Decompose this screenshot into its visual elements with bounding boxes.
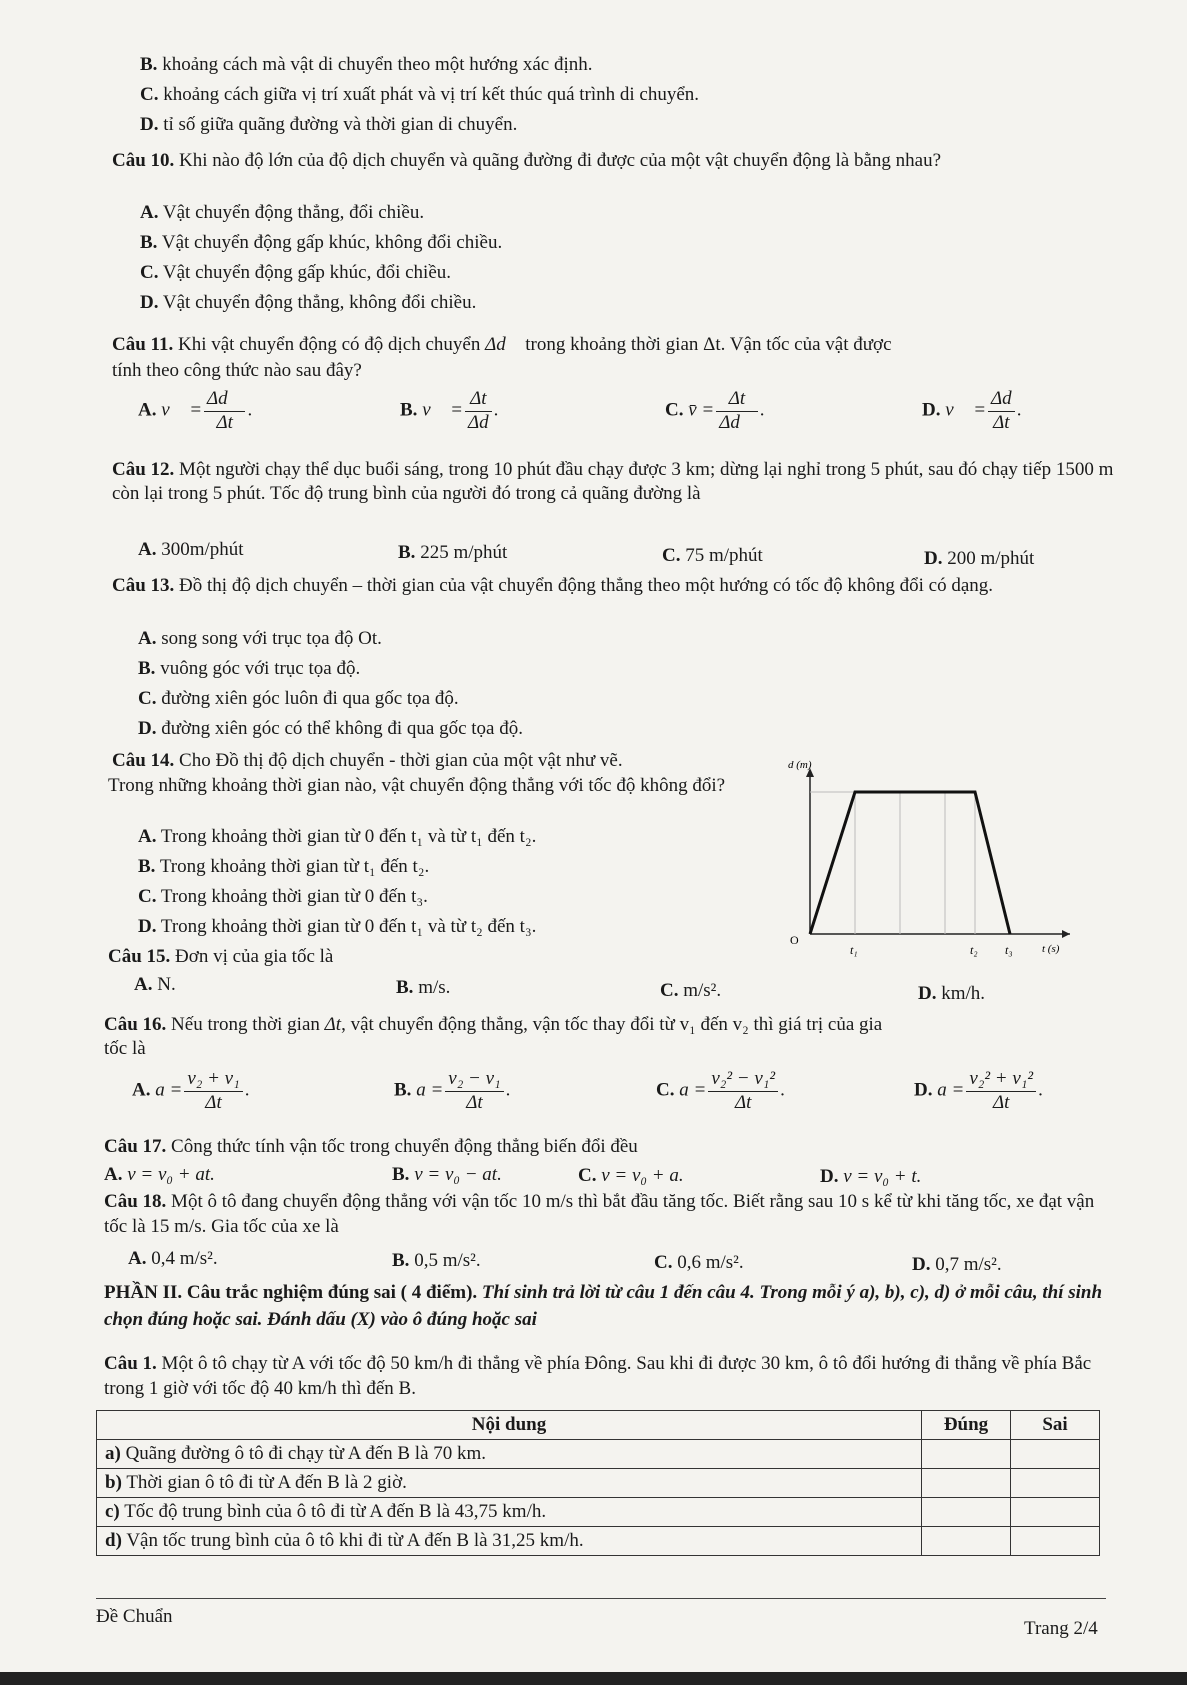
q12-option-a — [138, 537, 244, 563]
table-row — [97, 1469, 1100, 1498]
fraction-numerator: Δt — [716, 388, 757, 412]
option-text: 0,5 m/s². — [414, 1250, 481, 1271]
option-text: Vật chuyển động thẳng, đổi chiều. — [162, 202, 425, 223]
table-row — [97, 1527, 1100, 1556]
q18-option-b — [392, 1248, 481, 1274]
statement-cell — [97, 1498, 922, 1527]
option-text: 75 m/phút — [685, 545, 763, 566]
tick-label-t2: t₂ — [970, 943, 978, 957]
statement-tag: d) — [105, 1530, 122, 1552]
fraction-denominator: Δt — [993, 411, 1010, 433]
tick-label-t1: t₁ — [850, 943, 858, 957]
q10-option-c — [140, 260, 451, 286]
displacement-time-graph — [780, 748, 1080, 966]
statement-tag: b) — [105, 1472, 122, 1494]
origin-label: O — [790, 933, 799, 947]
false-checkbox-cell[interactable] — [1011, 1469, 1100, 1498]
statement-cell — [97, 1440, 922, 1469]
option-text: v = v₀ + a. — [601, 1165, 684, 1186]
q18-option-a — [128, 1246, 218, 1272]
question-text: Một ô tô chạy từ A với tốc độ 50 km/h đi thẳng về phía Đông. Sau khi đi được 30 km, ô tô đổi hướng đi thẳng về phía Bắc trong 1 giờ với tốc độ 40 km/h thì đến B. — [104, 1353, 1092, 1399]
option-text: 0,7 m/s². — [935, 1254, 1002, 1275]
statement-text: Quãng đường ô tô đi chạy từ A đến B là 70 km. — [125, 1443, 487, 1465]
q15-stem — [108, 944, 333, 970]
option-text: v = v₀ + at. — [127, 1164, 215, 1185]
question-number: Câu 18. — [104, 1191, 167, 1212]
statement-cell — [97, 1527, 922, 1556]
option-text: v = v₀ − at. — [414, 1164, 502, 1185]
question-number: Câu 15. — [108, 946, 171, 967]
q17-option-c — [578, 1163, 684, 1189]
formula-fraction — [184, 1068, 242, 1115]
fraction-denominator: Δd⃗ — [719, 411, 755, 433]
formula-lhs: a = — [416, 1079, 444, 1101]
option-letter: D. — [922, 399, 941, 421]
q12-stem — [112, 458, 1122, 506]
option-letter: D. — [140, 114, 159, 135]
q17-option-b — [392, 1162, 502, 1188]
option-text: Trong khoảng thời gian từ 0 đến t₁ và từ t₂ đến t₃. — [160, 916, 537, 937]
option-letter: A. — [134, 974, 153, 995]
option-letter: B. — [392, 1164, 410, 1185]
q12-option-d — [924, 546, 1034, 572]
q14-option-d — [138, 914, 536, 940]
footer-divider — [96, 1598, 1106, 1599]
d-axis-label: d (m) — [788, 759, 812, 771]
question-text: Một người chạy thể dục buổi sáng, trong 10 phút đầu chạy được 3 km; dừng lại nghỉ trong 5 phút, sau đó chạy tiếp 1500 m còn lại trong 5 phút. Tốc độ trung bình của người đó trong cả quãng đường là — [112, 459, 1114, 504]
option-letter: A. — [104, 1164, 123, 1185]
q17-option-a — [104, 1162, 215, 1188]
fraction-denominator: Δt — [216, 411, 233, 433]
fraction-numerator: v₂² + v₁² — [966, 1068, 1036, 1092]
question-text: tính theo công thức nào sau đây? — [112, 360, 362, 381]
option-text: Trong khoảng thời gian từ t₁ đến t₂. — [159, 856, 430, 877]
false-checkbox-cell[interactable] — [1011, 1498, 1100, 1527]
option-letter: C. — [140, 262, 159, 283]
option-text: 0,4 m/s². — [151, 1248, 218, 1269]
fraction-denominator: Δt — [734, 1091, 752, 1113]
option-letter: D. — [924, 548, 943, 569]
q16-option-d: D. a = $\frac{\text{v₂² + v₁²}}{\Delta t}$ . — [914, 1068, 1043, 1113]
table-row — [97, 1440, 1100, 1469]
formula-fraction — [445, 1068, 503, 1115]
formula-lhs: a = — [937, 1079, 965, 1101]
question-number: Câu 16. — [104, 1014, 167, 1035]
q9-option-b — [140, 52, 593, 78]
question-number: Câu 1. — [104, 1353, 157, 1374]
q13-option-a — [138, 626, 382, 652]
q15-option-b — [396, 975, 450, 1001]
q10-option-b — [140, 230, 502, 256]
option-letter: D. — [914, 1079, 933, 1101]
fraction-denominator: Δd — [467, 411, 489, 433]
q11-option-c: C. v̄ = $\frac{\Delta t}{\Delta d⃗}$ . — [665, 388, 765, 433]
option-text: Vật chuyển động thẳng, không đổi chiều. — [162, 292, 477, 313]
formula-fraction — [716, 388, 757, 435]
part2-header — [104, 1280, 1114, 1333]
option-letter: C. — [662, 545, 681, 566]
option-letter: C. — [138, 886, 157, 907]
formula-fraction — [204, 388, 245, 435]
option-text: m/s². — [683, 980, 722, 1001]
time-interval-symbol: Δt — [324, 1014, 342, 1035]
q15-option-d — [918, 981, 985, 1007]
question-text: tốc là — [104, 1038, 146, 1059]
statement-tag: c) — [105, 1501, 120, 1523]
page-number: Trang 2/4 — [1024, 1618, 1098, 1639]
false-checkbox-cell[interactable] — [1011, 1440, 1100, 1469]
option-letter: D. — [140, 292, 159, 313]
q18-option-d — [912, 1252, 1002, 1278]
option-letter: B. — [138, 856, 156, 877]
false-checkbox-cell[interactable] — [1011, 1527, 1100, 1556]
q16-option-a: A. a = $\frac{\text{v₂ + v₁}}{\Delta t}$ . — [132, 1068, 250, 1113]
q14-option-a — [138, 824, 536, 850]
question-text: Đồ thị độ dịch chuyển – thời gian của vật chuyển động thẳng theo một hướng có tốc độ không đổi có dạng. — [179, 575, 994, 596]
option-letter: D. — [820, 1166, 839, 1187]
q16-stem — [104, 1012, 882, 1038]
formula-lhs: a = — [679, 1079, 707, 1101]
question-number: Câu 11. — [112, 334, 174, 355]
fraction-numerator: Δt — [465, 388, 492, 412]
column-header-true: Đúng — [922, 1411, 1011, 1440]
question-text: Trong những khoảng thời gian nào, vật chuyển động thẳng với tốc độ không đổi? — [108, 775, 726, 796]
t-axis-label: t (s) — [1042, 943, 1060, 955]
displacement-symbol: Δd⃗ — [485, 334, 521, 355]
option-letter: B. — [140, 232, 158, 253]
formula-lhs: a = — [155, 1079, 183, 1101]
q10-option-d — [140, 290, 476, 316]
question-text: , vật chuyển động thẳng, vận tốc thay đổi từ v₁ đến v₂ thì giá trị của gia — [341, 1014, 883, 1035]
option-text: Vật chuyển động gấp khúc, đổi chiều. — [162, 262, 451, 283]
option-text: Trong khoảng thời gian từ 0 đến t₃. — [160, 886, 428, 907]
q17-option-d — [820, 1164, 921, 1190]
q13-stem — [112, 574, 1122, 598]
option-letter: C. — [665, 399, 684, 421]
question-text: Khi nào độ lớn của độ dịch chuyển và quãng đường đi được của một vật chuyển động là bằng nhau? — [179, 150, 942, 171]
option-letter: B. — [396, 977, 414, 998]
option-text: N. — [157, 974, 176, 995]
q16-option-c: C. a = $\frac{\text{v₂² − v₁²}}{\Delta t}$ . — [656, 1068, 785, 1113]
option-letter: B. — [394, 1079, 412, 1101]
fraction-numerator: v₂ − v₁ — [445, 1068, 503, 1092]
option-letter: C. — [138, 688, 157, 709]
option-text: Trong khoảng thời gian từ 0 đến t₁ và từ t₁ đến t₂. — [160, 826, 537, 847]
option-text: Vật chuyển động gấp khúc, không đổi chiều. — [161, 232, 503, 253]
option-letter: B. — [138, 658, 156, 679]
question-text: Một ô tô đang chuyển động thẳng với vận tốc 10 m/s thì bắt đầu tăng tốc. Biết rằng sau 10 s kể từ khi tăng tốc, xe đạt vận tốc là 15 m/s. Gia tốc của xe là — [104, 1191, 1095, 1237]
statement-cell — [97, 1469, 922, 1498]
fraction-numerator: v₂ + v₁ — [184, 1068, 242, 1092]
option-text: đường xiên góc có thể không đi qua gốc tọa độ. — [161, 718, 523, 739]
q14-option-c — [138, 884, 428, 910]
question-text: Nếu trong thời gian — [171, 1014, 320, 1035]
q11-stem-line2 — [112, 358, 362, 384]
fraction-denominator: Δt — [466, 1091, 483, 1113]
formula-lhs: v̄ = — [688, 399, 715, 421]
section-instruction: Thí sinh trả lời từ câu 1 đến câu 4. Trong mỗi ý a), b), c), d) ở mỗi câu, thí sinh chọn đúng hoặc sai. Đánh dấu (X) vào ô đúng hoặc sai — [104, 1282, 1103, 1330]
q13-option-c — [138, 686, 459, 712]
option-letter: A. — [138, 628, 157, 649]
option-text: song song với trục tọa độ Ot. — [161, 628, 382, 649]
statement-text: Vận tốc trung bình của ô tô khi đi từ A đến B là 31,25 km/h. — [126, 1530, 584, 1552]
true-false-table — [96, 1410, 1100, 1556]
fraction-denominator: Δt — [205, 1091, 222, 1113]
option-letter: B. — [140, 54, 158, 75]
option-letter: D. — [912, 1254, 931, 1275]
formula-fraction — [966, 1068, 1036, 1115]
option-letter: C. — [660, 980, 679, 1001]
q17-stem — [104, 1134, 638, 1160]
true-checkbox-cell[interactable] — [922, 1498, 1011, 1527]
question-number: Câu 12. — [112, 459, 175, 480]
q16-option-b: B. a = $\frac{\text{v₂ − v₁}}{\Delta t}$ . — [394, 1068, 511, 1113]
option-text: m/s. — [418, 977, 451, 998]
q14-stem — [112, 748, 623, 774]
q11-option-a: A. v⃗ = $\frac{\Delta d⃗}{\Delta t}$ . — [138, 388, 253, 433]
q13-option-b — [138, 656, 360, 682]
question-number: Câu 10. — [112, 150, 175, 171]
section-heading: PHẦN II. Câu trắc nghiệm đúng sai ( 4 điểm). — [104, 1282, 478, 1303]
q9-option-c — [140, 82, 699, 108]
option-letter: C. — [654, 1252, 673, 1273]
q14-stem-line2 — [108, 774, 778, 799]
footer-left: Đề Chuẩn — [96, 1606, 173, 1627]
column-header-content: Nội dung — [97, 1411, 922, 1440]
scan-edge — [0, 1672, 1187, 1685]
true-checkbox-cell[interactable] — [922, 1527, 1011, 1556]
option-letter: C. — [140, 84, 159, 105]
formula-lhs: v⃗ = — [945, 399, 987, 421]
tick-label-t3: t₃ — [1005, 943, 1013, 957]
option-letter: A. — [140, 202, 159, 223]
option-text: vuông góc với trục tọa độ. — [160, 658, 361, 679]
option-text: v = v₀ + t. — [843, 1166, 922, 1187]
question-text: Công thức tính vận tốc trong chuyển động thẳng biến đổi đều — [171, 1136, 638, 1157]
formula-fraction — [988, 388, 1015, 435]
formula-fraction — [465, 388, 492, 435]
option-text: 200 m/phút — [947, 548, 1035, 569]
fraction-numerator: Δd — [988, 388, 1015, 412]
question-text: Đơn vị của gia tốc là — [175, 946, 334, 967]
q15-option-a — [134, 972, 176, 998]
t-axis-arrow — [1062, 930, 1070, 938]
question-number: Câu 17. — [104, 1136, 167, 1157]
q18-option-c — [654, 1250, 744, 1276]
q9-option-d — [140, 112, 517, 138]
question-text: trong khoảng thời gian Δt. Vận tốc của vật được — [525, 334, 892, 355]
q11-stem — [112, 332, 892, 358]
table-row — [97, 1498, 1100, 1527]
q11-option-b: B. v⃗ = $\frac{\Delta t}{\Delta d}$ . — [400, 388, 499, 433]
true-checkbox-cell[interactable] — [922, 1469, 1011, 1498]
option-letter: D. — [138, 916, 157, 937]
true-checkbox-cell[interactable] — [922, 1440, 1011, 1469]
graph-line — [810, 792, 1010, 934]
option-letter: B. — [400, 399, 418, 421]
p2q1-stem — [104, 1352, 1108, 1401]
statement-text: Tốc độ trung bình của ô tô đi từ A đến B là 43,75 km/h. — [124, 1501, 547, 1523]
formula-lhs: v⃗ = — [161, 399, 203, 421]
q18-stem — [104, 1190, 1106, 1239]
option-text: 225 m/phút — [420, 542, 508, 563]
q12-option-b — [398, 540, 507, 566]
q11-option-d: D. v⃗ = $\frac{\Delta d}{\Delta t}$ . — [922, 388, 1022, 433]
question-number: Câu 13. — [112, 575, 175, 596]
q15-option-c — [660, 978, 721, 1004]
option-letter: D. — [918, 983, 937, 1004]
q10-option-a — [140, 200, 424, 226]
fraction-numerator: Δd⃗ — [204, 388, 245, 412]
option-letter: B. — [392, 1250, 410, 1271]
q12-option-c — [662, 543, 763, 569]
option-letter: D. — [138, 718, 157, 739]
question-number: Câu 14. — [112, 750, 175, 771]
question-text: Cho Đồ thị độ dịch chuyển - thời gian của một vật như vẽ. — [179, 750, 623, 771]
option-letter: C. — [578, 1165, 597, 1186]
option-text: km/h. — [941, 983, 986, 1004]
q10-stem — [112, 148, 1102, 174]
option-text: 0,6 m/s². — [677, 1252, 744, 1273]
option-letter: B. — [398, 542, 416, 563]
option-text: khoảng cách mà vật di chuyển theo một hướng xác định. — [162, 54, 593, 75]
fraction-denominator: Δt — [992, 1091, 1010, 1113]
column-header-false: Sai — [1011, 1411, 1100, 1440]
option-letter: C. — [656, 1079, 675, 1101]
option-letter: A. — [128, 1248, 147, 1269]
formula-fraction — [708, 1068, 778, 1115]
question-text: Khi vật chuyển động có độ dịch chuyển — [178, 334, 481, 355]
table-header-row — [97, 1411, 1100, 1440]
q16-stem-line2 — [104, 1036, 146, 1062]
statement-text: Thời gian ô tô đi từ A đến B là 2 giờ. — [126, 1472, 407, 1494]
option-letter: A. — [138, 539, 157, 560]
option-letter: A. — [138, 826, 157, 847]
option-letter: A. — [138, 399, 157, 421]
option-text: tỉ số giữa quãng đường và thời gian di chuyển. — [163, 114, 518, 135]
formula-lhs: v⃗ = — [422, 399, 463, 421]
option-text: khoảng cách giữa vị trí xuất phát và vị trí kết thúc quá trình di chuyển. — [163, 84, 700, 105]
option-text: 300m/phút — [161, 539, 244, 560]
q14-option-b — [138, 854, 429, 880]
fraction-numerator: v₂² − v₁² — [708, 1068, 778, 1092]
q13-option-d — [138, 716, 523, 742]
statement-tag: a) — [105, 1443, 121, 1465]
option-text: đường xiên góc luôn đi qua gốc tọa độ. — [161, 688, 459, 709]
option-letter: A. — [132, 1079, 151, 1101]
